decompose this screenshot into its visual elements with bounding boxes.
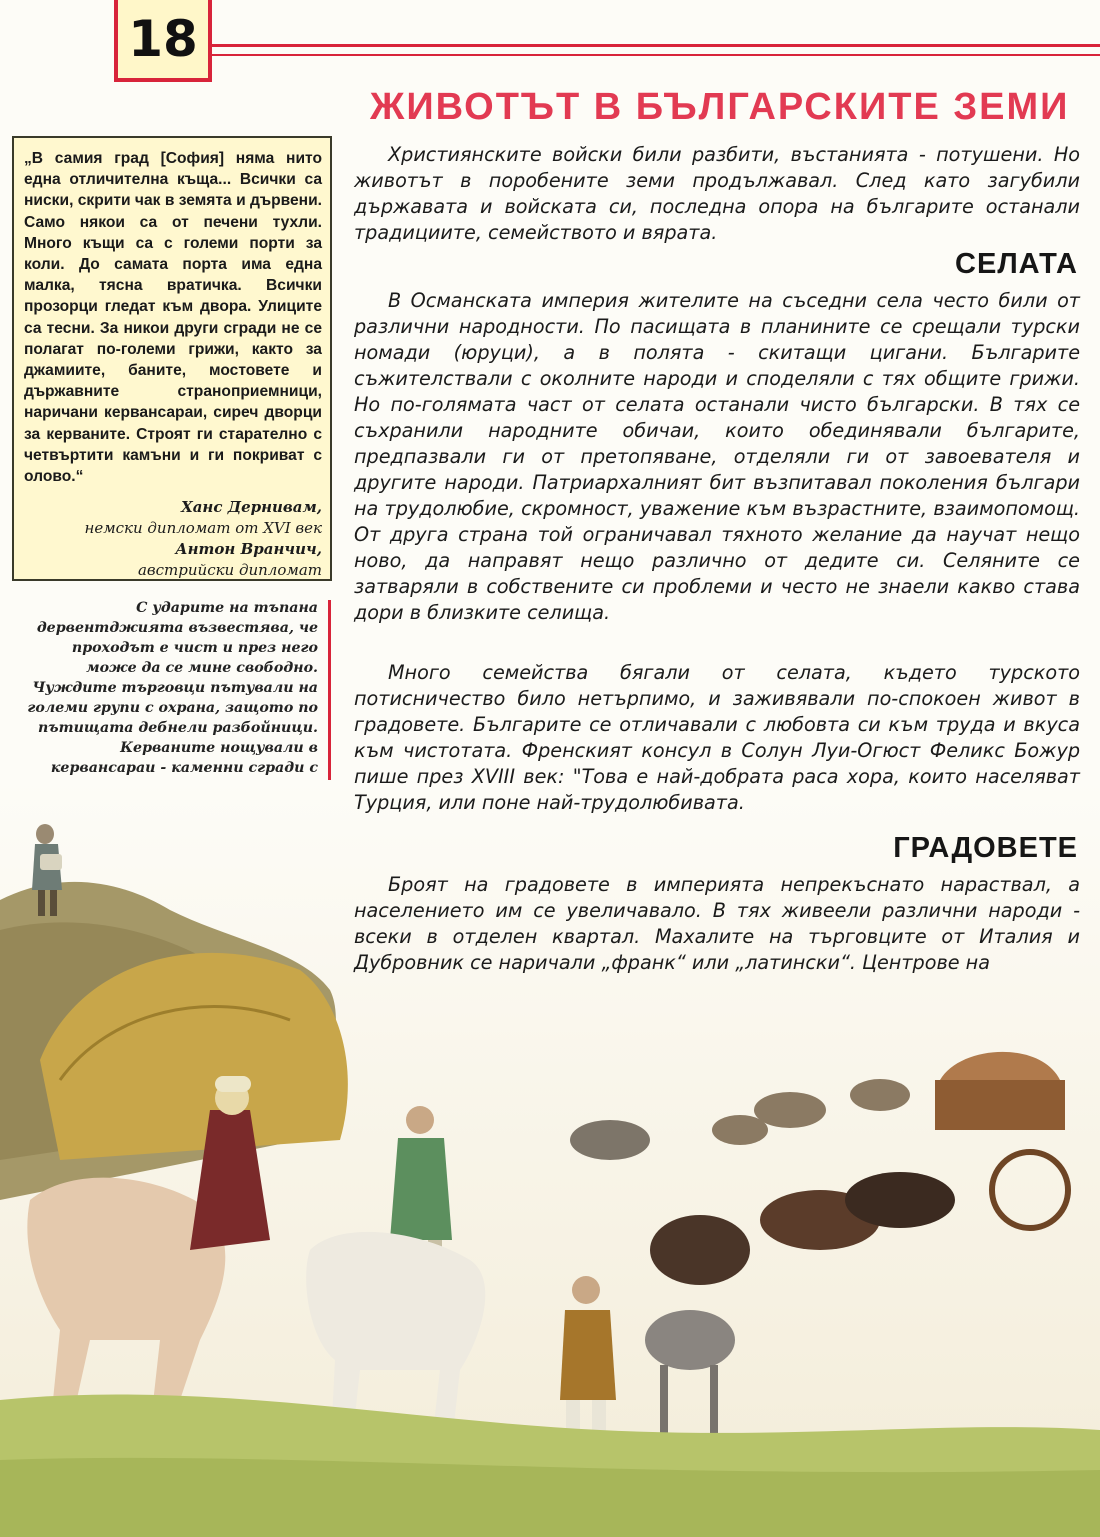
- quote-box: [12, 136, 332, 581]
- quote-author-2-role: австрийски дипломат: [137, 561, 322, 580]
- intro-paragraph: Християнските войски били разбити, въстанията - потушени. Но животът в поробените земи продължавал. След като загубили държавата и войската си, последна опора на българите останали традициите, семейството и вярата.: [354, 143, 1080, 244]
- header-rule-top: [120, 44, 1100, 47]
- quote-author-1-role: немски дипломат от XVI век: [84, 519, 322, 538]
- page-title: ЖИВОТЪТ В БЪЛГАРСКИТЕ ЗЕМИ: [370, 86, 1070, 128]
- towns-paragraph-1: Броят на градовете в империята непрекъснато нараствал, а населението им се увеличавало. В тях живеели различни народи - всеки в отделен квартал. Махалите на търговците от Италия и Дубровник се наричали „франк“ или „латински“. Центрове на: [354, 873, 1080, 974]
- section-heading-towns: ГРАДОВЕТЕ: [893, 832, 1078, 864]
- header-rule-bottom: [120, 54, 1100, 56]
- quote-attribution: [24, 497, 322, 581]
- villages-paragraph-2: Много семейства бягали от селата, където турското потисничество било нетърпимо, и заживявали по-спокоен живот в градовете. Българите се отличавали с любовта си към труда и вкуса към чистотата. Френският консул в Солун Луи-Огюст Феликс Божур пише през XVIII век: "Това е най-добрата раса хора, които населяват Турция, или поне най-трудолюбивата.: [354, 661, 1080, 814]
- section-heading-villages: СЕЛАТА: [955, 248, 1078, 280]
- quote-author-1: Ханс Дернивам,: [181, 498, 322, 517]
- quote-text: „В самия град [София] няма нито една отличителна къща... Всички са ниски, скрити чак в земята и дървени. Само някои са от печени тухли. Много къщи са с големи порти за коли. До самата порта има една малка, тясна вратичка. Всички прозорци гледат към двора. Улиците са тесни. За никои други сгради не се полагат по-големи грижи, както за джамиите, баните, мостовете и държавните страноприемници, наричани кервансараи, сиреч дворци за керваните. Строят ги старателно с четвъртити камъни и ги покриват с олово.“: [24, 150, 322, 486]
- villages-paragraph-1: В Османската империя жителите на съседни села често били от различни народности. По пасищата в планините се срещали турски номади (юруци), а в полята - скитащи цигани. Българите съжителствали с околните народи и споделяли с тях общите грижи. Но по-голямата част от селата останали чисто български. В тях се съхранили народните обичаи, които обединявали българите, предпазвали ги от претопяване, отделяли ги от завоевателя и другите народи. Патриархалният бит възпитавал поколения българи на трудолюбие, скромност, уважение към възрастните, взаимопомощ. От друга страна той ограничавал тяхното желание да научат нещо ново, да направят нещо различно от дедите си. Селяните се затваряли в собствените си проблеми и често не знаели какво става дори в близките селища.: [354, 289, 1080, 624]
- quote-author-2: Антон Вранчич,: [175, 540, 322, 559]
- page-number: 18: [114, 0, 212, 82]
- illustration-caption: С ударите на тъпана дервентджията възвестява, че проходът е чист и през него може да се мине свободно. Чуждите търговци пътували на големи групи с охрана, защото по пътищата дебнели разбойници. Керваните нощували в кервансараи - каменни сгради с: [27, 600, 318, 776]
